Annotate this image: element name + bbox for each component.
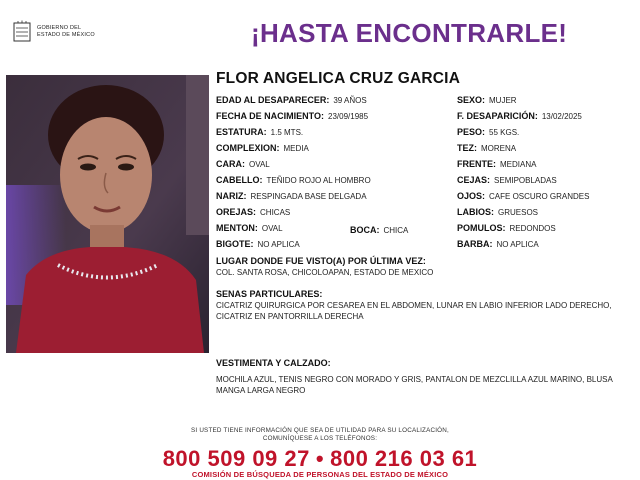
clothing-title: VESTIMENTA Y CALZADO: (216, 358, 331, 368)
field-label: TEZ: (457, 143, 477, 153)
phone-numbers (0, 446, 640, 472)
field-frente (457, 159, 536, 169)
field-cejas (457, 175, 557, 185)
field-value: SEMIPOBLADAS (494, 176, 557, 185)
field-value: 23/09/1985 (328, 112, 369, 121)
field-label: MENTON: (216, 223, 258, 233)
field-desaparicion (457, 111, 582, 121)
field-value: RESPINGADA BASE DELGADA (250, 192, 367, 201)
footer-note-line1: SI USTED TIENE INFORMACIÓN QUE SEA DE UTILIDAD PARA SU LOCALIZACIÓN, (191, 427, 449, 434)
field-label: OREJAS: (216, 207, 257, 217)
field-value: NO APLICA (496, 240, 539, 249)
field-nariz (216, 191, 367, 201)
field-value: MEDIA (283, 144, 309, 153)
field-value: 55 KGS. (489, 128, 520, 137)
field-value: REDONDOS (509, 224, 556, 233)
person-photo (6, 75, 209, 353)
government-logo (12, 20, 122, 48)
person-name: FLOR ANGELICA CRUZ GARCIA (216, 70, 461, 87)
field-label: F. DESAPARICIÓN: (457, 111, 538, 121)
field-orejas (216, 207, 290, 217)
field-value: MORENA (481, 144, 517, 153)
field-value: CAFE OSCURO GRANDES (489, 192, 590, 201)
field-value: CHICAS (260, 208, 291, 217)
last-seen-title: LUGAR DONDE FUE VISTO(A) POR ÚLTIMA VEZ: (216, 256, 426, 266)
field-label: BIGOTE: (216, 239, 254, 249)
field-sexo (457, 95, 517, 105)
field-tez (457, 143, 516, 153)
field-value: MEDIANA (500, 160, 537, 169)
field-label: BOCA: (350, 225, 380, 235)
commission-name: COMISIÓN DE BÚSQUEDA DE PERSONAS DEL ESTADO DE MÉXICO (191, 470, 449, 479)
last-seen-text: COL. SANTA ROSA, CHICOLOAPAN, ESTADO DE MEXICO (216, 268, 434, 277)
clothing-text: MOCHILA AZUL, TENIS NEGRO CON MORADO Y GRIS, PANTALON DE MEZCLILLA AZUL MARINO, BLUSA MANGA LARGA NEGRO (216, 375, 613, 395)
field-peso (457, 127, 519, 137)
field-value: 39 AÑOS (333, 96, 367, 105)
field-label: NARIZ: (216, 191, 247, 201)
field-value: 13/02/2025 (541, 112, 582, 121)
field-value: OVAL (249, 160, 270, 169)
headline: ¡HASTA ENCONTRARLE! (251, 18, 568, 48)
field-label: PESO: (457, 127, 486, 137)
field-complexion (216, 143, 309, 153)
field-value: 1.5 MTS. (270, 128, 304, 137)
field-label: FRENTE: (457, 159, 496, 169)
field-ojos (457, 191, 589, 201)
phone-number-1[interactable]: 800 509 09 27 (162, 446, 310, 471)
field-label: BARBA: (457, 239, 493, 249)
phone-number-2[interactable]: 800 216 03 61 (330, 446, 478, 471)
field-label: LABIOS: (457, 207, 494, 217)
field-cara (216, 159, 270, 169)
field-label: EDAD AL DESAPARECER: (216, 95, 330, 105)
field-value: OVAL (261, 224, 283, 233)
field-label: OJOS: (457, 191, 486, 201)
field-value: TEÑIDO ROJO AL HOMBRO (266, 176, 371, 185)
state-seal-icon (12, 20, 32, 44)
field-label: ESTATURA: (216, 127, 267, 137)
logo-text-line2: ESTADO DE MÉXICO (37, 32, 95, 38)
logo-text-line1: GOBIERNO DEL (37, 25, 82, 31)
field-estatura (216, 127, 303, 137)
field-bigote (216, 239, 300, 249)
field-value: NO APLICA (257, 240, 300, 249)
field-label: COMPLEXION: (216, 143, 280, 153)
field-labios (457, 207, 538, 217)
field-nacimiento (216, 111, 368, 121)
field-label: SEXO: (457, 95, 486, 105)
field-cabello (216, 175, 371, 185)
field-label: CEJAS: (457, 175, 491, 185)
field-label: CABELLO: (216, 175, 263, 185)
marks-title: SENAS PARTICULARES: (216, 289, 323, 299)
field-pomulos (457, 223, 556, 233)
field-edad (216, 95, 367, 105)
field-barba (457, 239, 539, 249)
field-boca (350, 225, 408, 235)
marks-text: CICATRIZ QUIRURGICA POR CESAREA EN EL ABDOMEN, LUNAR EN LABIO INFERIOR LADO DERECHO, CICATRIZ EN PANTORRILLA DERECHA (216, 301, 612, 321)
field-label: POMULOS: (457, 223, 506, 233)
field-value: MUJER (489, 96, 517, 105)
field-value: GRUESOS (498, 208, 539, 217)
field-label: FECHA DE NACIMIENTO: (216, 111, 324, 121)
phone-separator: • (315, 446, 325, 471)
field-value: CHICA (383, 226, 409, 235)
field-label: CARA: (216, 159, 245, 169)
field-menton (216, 223, 283, 233)
footer-note-line2: COMUNÍQUESE A LOS TELÉFONOS: (262, 435, 378, 442)
